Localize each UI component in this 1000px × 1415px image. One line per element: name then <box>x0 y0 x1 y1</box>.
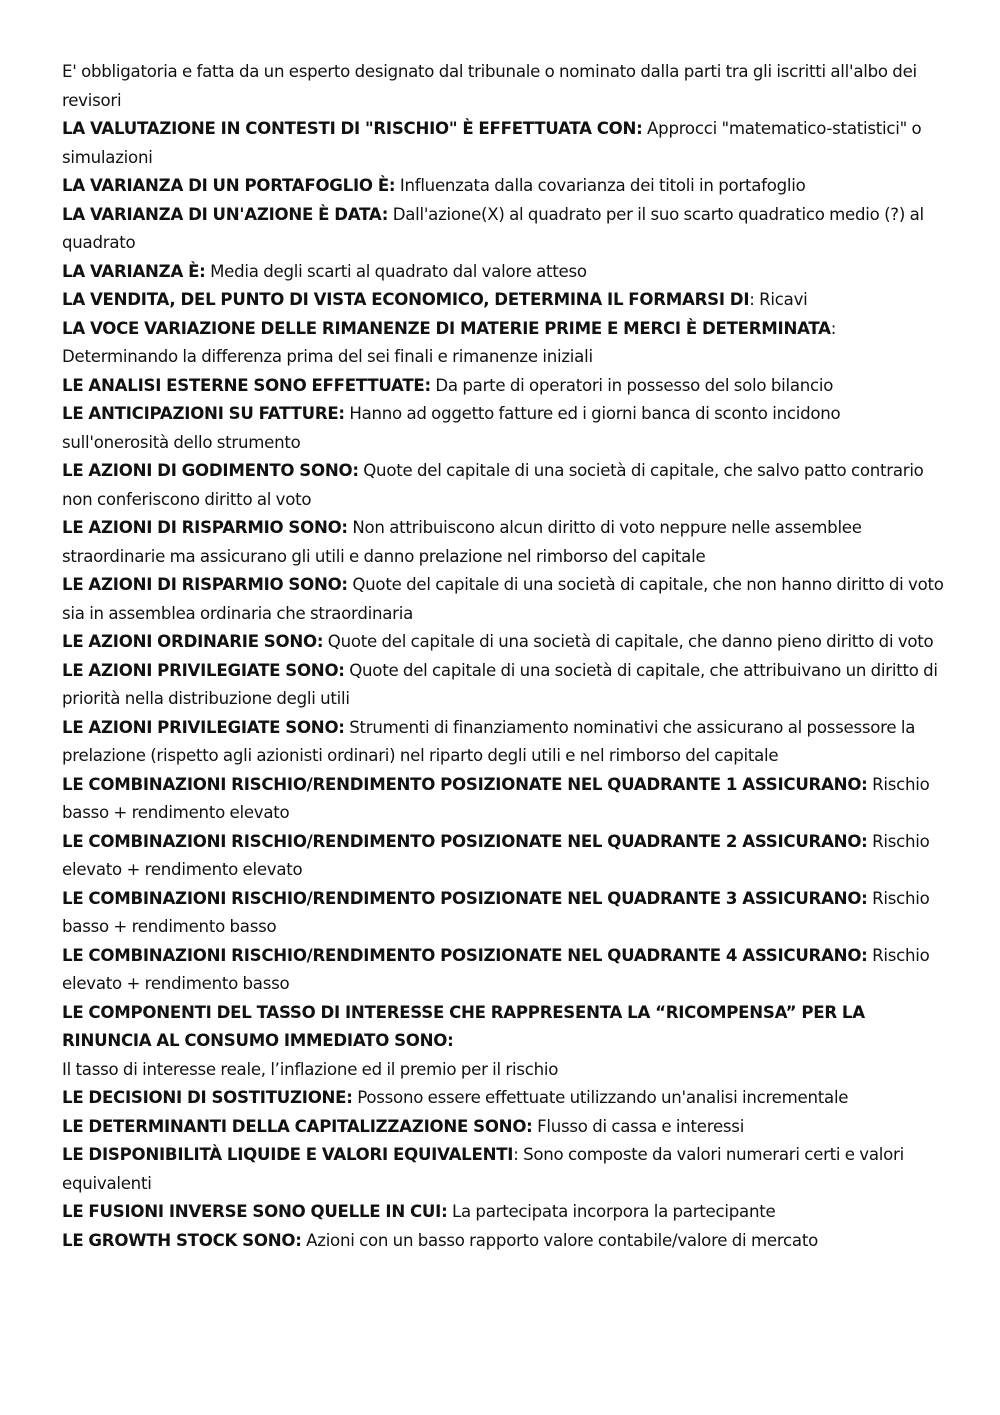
entry-answer: : Ricavi <box>749 290 808 309</box>
entry-answer: E' obbligatoria e fatta da un esperto designato dal tribunale o nominato dalla parti tra gli iscritti all'albo dei revisori <box>62 62 917 110</box>
entry-answer: Rischio elevato + rendimento basso <box>62 945 930 993</box>
entry <box>62 400 947 457</box>
entry-question: LA VOCE VARIAZIONE DELLE RIMANENZE DI MATERIE PRIME E MERCI È DETERMINATA <box>62 318 831 338</box>
entry-answer: : Determinando la differenza prima del sei finali e rimanenze iniziali <box>62 318 837 366</box>
entry <box>62 714 947 771</box>
entry-answer: Rischio basso + rendimento basso <box>62 888 930 936</box>
entry <box>62 201 947 258</box>
entry-answer: Dall'azione(X) al quadrato per il suo scarto quadratico medio (?) al quadrato <box>62 204 924 252</box>
entry <box>62 1113 947 1142</box>
entry-question: LE COMBINAZIONI RISCHIO/RENDIMENTO POSIZIONATE NEL QUADRANTE 3 ASSICURANO: <box>62 888 868 908</box>
entry-answer: Da parte di operatori in possesso del solo bilancio <box>430 375 834 395</box>
entry-question: LA VARIANZA DI UN'AZIONE È DATA: <box>62 204 389 224</box>
entry-answer: Quote del capitale di una società di capitale, che non hanno diritto di voto sia in assemblea ordinaria che straordinaria <box>62 575 944 623</box>
entry-question: LE AZIONI DI GODIMENTO SONO: <box>62 461 359 480</box>
entry-answer: : Sono composte da valori numerari certi e valori equivalenti <box>62 1145 904 1193</box>
entry <box>62 942 947 999</box>
entry-answer: Media degli scarti al quadrato dal valore atteso <box>205 261 587 281</box>
entry <box>62 258 947 287</box>
entry-question: LE COMBINAZIONI RISCHIO/RENDIMENTO POSIZIONATE NEL QUADRANTE 4 ASSICURANO: <box>62 945 868 965</box>
entry <box>62 457 947 514</box>
entry-question: LE DISPONIBILITÀ LIQUIDE E VALORI EQUIVALENTI <box>62 1145 514 1164</box>
entry <box>62 828 947 885</box>
entry-answer: Non attribuiscono alcun diritto di voto neppure nelle assemblee straordinarie ma assicurano gli utili e danno prelazione nel rimborso del capitale <box>62 518 862 566</box>
entry <box>62 172 947 201</box>
entry <box>62 1084 947 1113</box>
entry <box>62 1227 947 1256</box>
entry-question: LA VALUTAZIONE IN CONTESTI DI "RISCHIO" È EFFETTUATA CON: <box>62 119 643 138</box>
entry <box>62 1198 947 1227</box>
entry <box>62 315 947 372</box>
entry-question: LE ANALISI ESTERNE SONO EFFETTUATE: <box>62 375 431 395</box>
entry-answer: La partecipata incorpora la partecipante <box>447 1202 776 1221</box>
entry <box>62 115 947 172</box>
entry <box>62 999 947 1085</box>
entry-answer: Azioni con un basso rapporto valore contabile/valore di mercato <box>301 1230 818 1250</box>
entry-question: LE DETERMINANTI DELLA CAPITALIZZAZIONE SONO: <box>62 1116 533 1136</box>
entry-answer: Approcci "matematico-statistici" o simulazioni <box>62 119 922 167</box>
entry-answer: Influenzata dalla covarianza dei titoli in portafoglio <box>395 176 806 195</box>
entry <box>62 372 947 401</box>
entry-question: LE COMBINAZIONI RISCHIO/RENDIMENTO POSIZIONATE NEL QUADRANTE 2 ASSICURANO: <box>62 831 868 851</box>
entry <box>62 571 947 628</box>
entry-question: LE AZIONI DI RISPARMIO SONO: <box>62 575 348 594</box>
entry-question: LA VARIANZA DI UN PORTAFOGLIO È: <box>62 176 396 195</box>
entry-answer: Strumenti di finanziamento nominativi che assicurano al possessore la prelazione (rispetto agli azionisti ordinari) nel riparto degli utili e nel rimborso del capitale <box>62 717 916 765</box>
entry-question: LE FUSIONI INVERSE SONO QUELLE IN CUI: <box>62 1202 448 1221</box>
entry-question: LE DECISIONI DI SOSTITUZIONE: <box>62 1088 353 1107</box>
entry-question: LE COMBINAZIONI RISCHIO/RENDIMENTO POSIZIONATE NEL QUADRANTE 1 ASSICURANO: <box>62 774 868 794</box>
entry-answer: Hanno ad oggetto fatture ed i giorni banca di sconto incidono sull'onerosità dello strumento <box>62 404 841 452</box>
entry <box>62 58 947 115</box>
entry-question: LE ANTICIPAZIONI SU FATTURE: <box>62 404 345 423</box>
entry <box>62 628 947 657</box>
entry-question: LE GROWTH STOCK SONO: <box>62 1230 302 1250</box>
entry-question: LE AZIONI DI RISPARMIO SONO: <box>62 518 348 537</box>
entry-question: LE COMPONENTI DEL TASSO DI INTERESSE CHE RAPPRESENTA LA “RICOMPENSA” PER LA RINUNCIA AL CONSUMO IMMEDIATO SONO: <box>62 1002 865 1050</box>
entry-question: LA VARIANZA È: <box>62 261 206 281</box>
entry-answer: Quote del capitale di una società di capitale, che attribuivano un diritto di priorità nella distribuzione degli utili <box>62 660 938 708</box>
document-page <box>62 58 947 1255</box>
entry-question: LA VENDITA, DEL PUNTO DI VISTA ECONOMICO, DETERMINA IL FORMARSI DI <box>62 290 750 309</box>
entry-answer: Il tasso di interesse reale, l’inflazione ed il premio per il rischio <box>62 1059 559 1079</box>
entry <box>62 514 947 571</box>
entry-answer: Quote del capitale di una società di capitale, che salvo patto contrario non conferiscono diritto al voto <box>62 461 924 509</box>
entry-question: LE AZIONI PRIVILEGIATE SONO: <box>62 717 345 737</box>
entry-question: LE AZIONI ORDINARIE SONO: <box>62 632 324 651</box>
entry-answer: Rischio basso + rendimento elevato <box>62 774 930 822</box>
entry-answer: Flusso di cassa e interessi <box>532 1116 745 1136</box>
entry <box>62 657 947 714</box>
entry-answer: Rischio elevato + rendimento elevato <box>62 831 930 879</box>
entry-answer: Possono essere effettuate utilizzando un'analisi incrementale <box>352 1088 849 1107</box>
entry <box>62 1141 947 1198</box>
entry-question: LE AZIONI PRIVILEGIATE SONO: <box>62 660 345 680</box>
entry <box>62 885 947 942</box>
entry <box>62 771 947 828</box>
entry-answer: Quote del capitale di una società di capitale, che danno pieno diritto di voto <box>323 632 934 651</box>
entry <box>62 286 947 315</box>
